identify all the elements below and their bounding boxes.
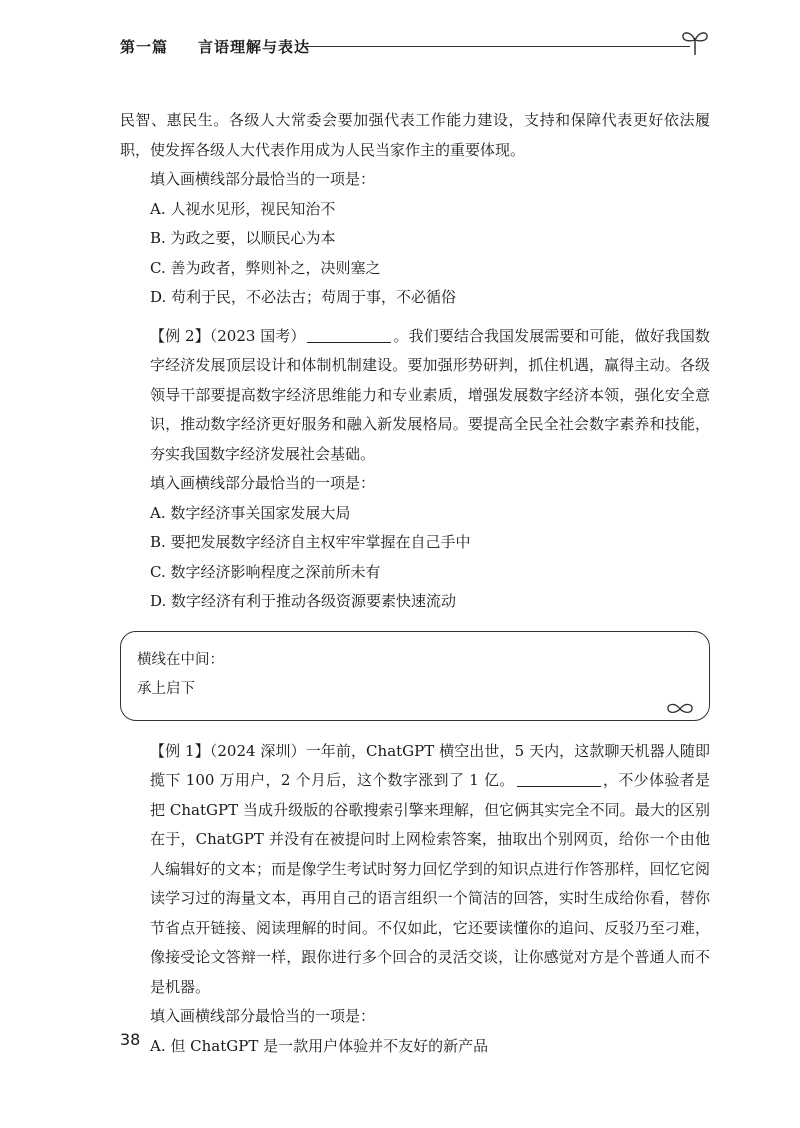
page-number: 38 (120, 1030, 141, 1049)
example1-paragraph (120, 737, 710, 1003)
part-label: 第一篇 (120, 38, 169, 56)
chapter-title: 言语理解与表达 (198, 38, 311, 56)
example1-label: 【例 1】 (150, 741, 210, 760)
fill-blank (307, 326, 391, 343)
note-line-2: 承上启下 (137, 680, 195, 697)
running-header (120, 28, 710, 60)
example2-paragraph (120, 322, 710, 470)
example2-source: （2023 国考） (209, 326, 306, 345)
intro-question: 填入画横线部分最恰当的一项是： (150, 170, 376, 188)
header-rule (302, 46, 690, 47)
intro-option-c: C. 善为政者，弊则补之，决则塞之 (150, 258, 381, 277)
example2-label: 【例 2】 (150, 326, 210, 345)
leaves-icon (665, 702, 695, 716)
example2-text: 。我们要结合我国发展需要和可能，做好我国数字经济发展顶层设计和体制机制建设。要加强形势研判，抓住机遇，赢得主动。各级领导干部要提高数字经济思维能力和专业素质，增强发展数字经济本领，强化安全意识，推动数字经济更好服务和融入新发展格局。要提高全民全社会数字素养和技能，夯实我国数字经济发展社会基础。 (150, 326, 710, 463)
example2-option-a: A. 数字经济事关国家发展大局 (150, 503, 351, 522)
example1-option-a: A. 但 ChatGPT 是一款用户体验并不友好的新产品 (150, 1036, 489, 1055)
fill-blank (517, 770, 601, 787)
example2-option-b: B. 要把发展数字经济自主权牢牢掌握在自己手中 (150, 533, 471, 551)
intro-paragraph: 民智、惠民生。各级人大常委会要加强代表工作能力建设，支持和保障代表更好依法履职，使发挥各级人大代表作用成为人民当家作主的重要体现。 (120, 111, 710, 159)
intro-option-a: A. 人视水见形，视民知治不 (150, 199, 336, 218)
example1-question: 填入画横线部分最恰当的一项是： (150, 1007, 376, 1025)
example1-source: （2024 深圳） (209, 741, 306, 760)
example2-option-d: D. 数字经济有利于推动各级资源要素快速流动 (150, 592, 457, 610)
example2-question: 填入画横线部分最恰当的一项是： (150, 474, 376, 492)
sprout-icon (680, 28, 710, 56)
example1-text-before: 一年前，ChatGPT 横空出世，5 天内，这款聊天机器人随即揽下 100 万用户，2 个月后，这个数字涨到了 1 亿。 (150, 741, 710, 789)
intro-option-b: B. 为政之要，以顺民心为本 (150, 229, 336, 247)
intro-option-d: D. 苟利于民，不必法古；苟周于事，不必循俗 (150, 288, 457, 306)
example2-option-c: C. 数字经济影响程度之深前所未有 (150, 562, 381, 581)
note-line-1: 横线在中间： (137, 651, 224, 668)
note-box (120, 631, 710, 721)
page-content (120, 106, 710, 1061)
example1-text-after: ，不少体验者是把 ChatGPT 当成升级版的谷歌搜索引擎来理解，但它俩其实完全不同。最大的区别在于，ChatGPT 并没有在被提问时上网检索答案，抽取出个别网页，给你一个由他人编辑好的文本；而是像学生考试时努力回忆学到的知识点进行作答那样，回忆它阅读学习过的海量文本，再用自己的语言组织一个简洁的回答，实时生成给你看，替你节省点开链接、阅读理解的时间。不仅如此，它还要读懂你的追问、反驳乃至刁难，像接受论文答辩一样，跟你进行多个回合的灵活交谈，让你感觉对方是个普通人而不是机器。 (150, 771, 710, 996)
